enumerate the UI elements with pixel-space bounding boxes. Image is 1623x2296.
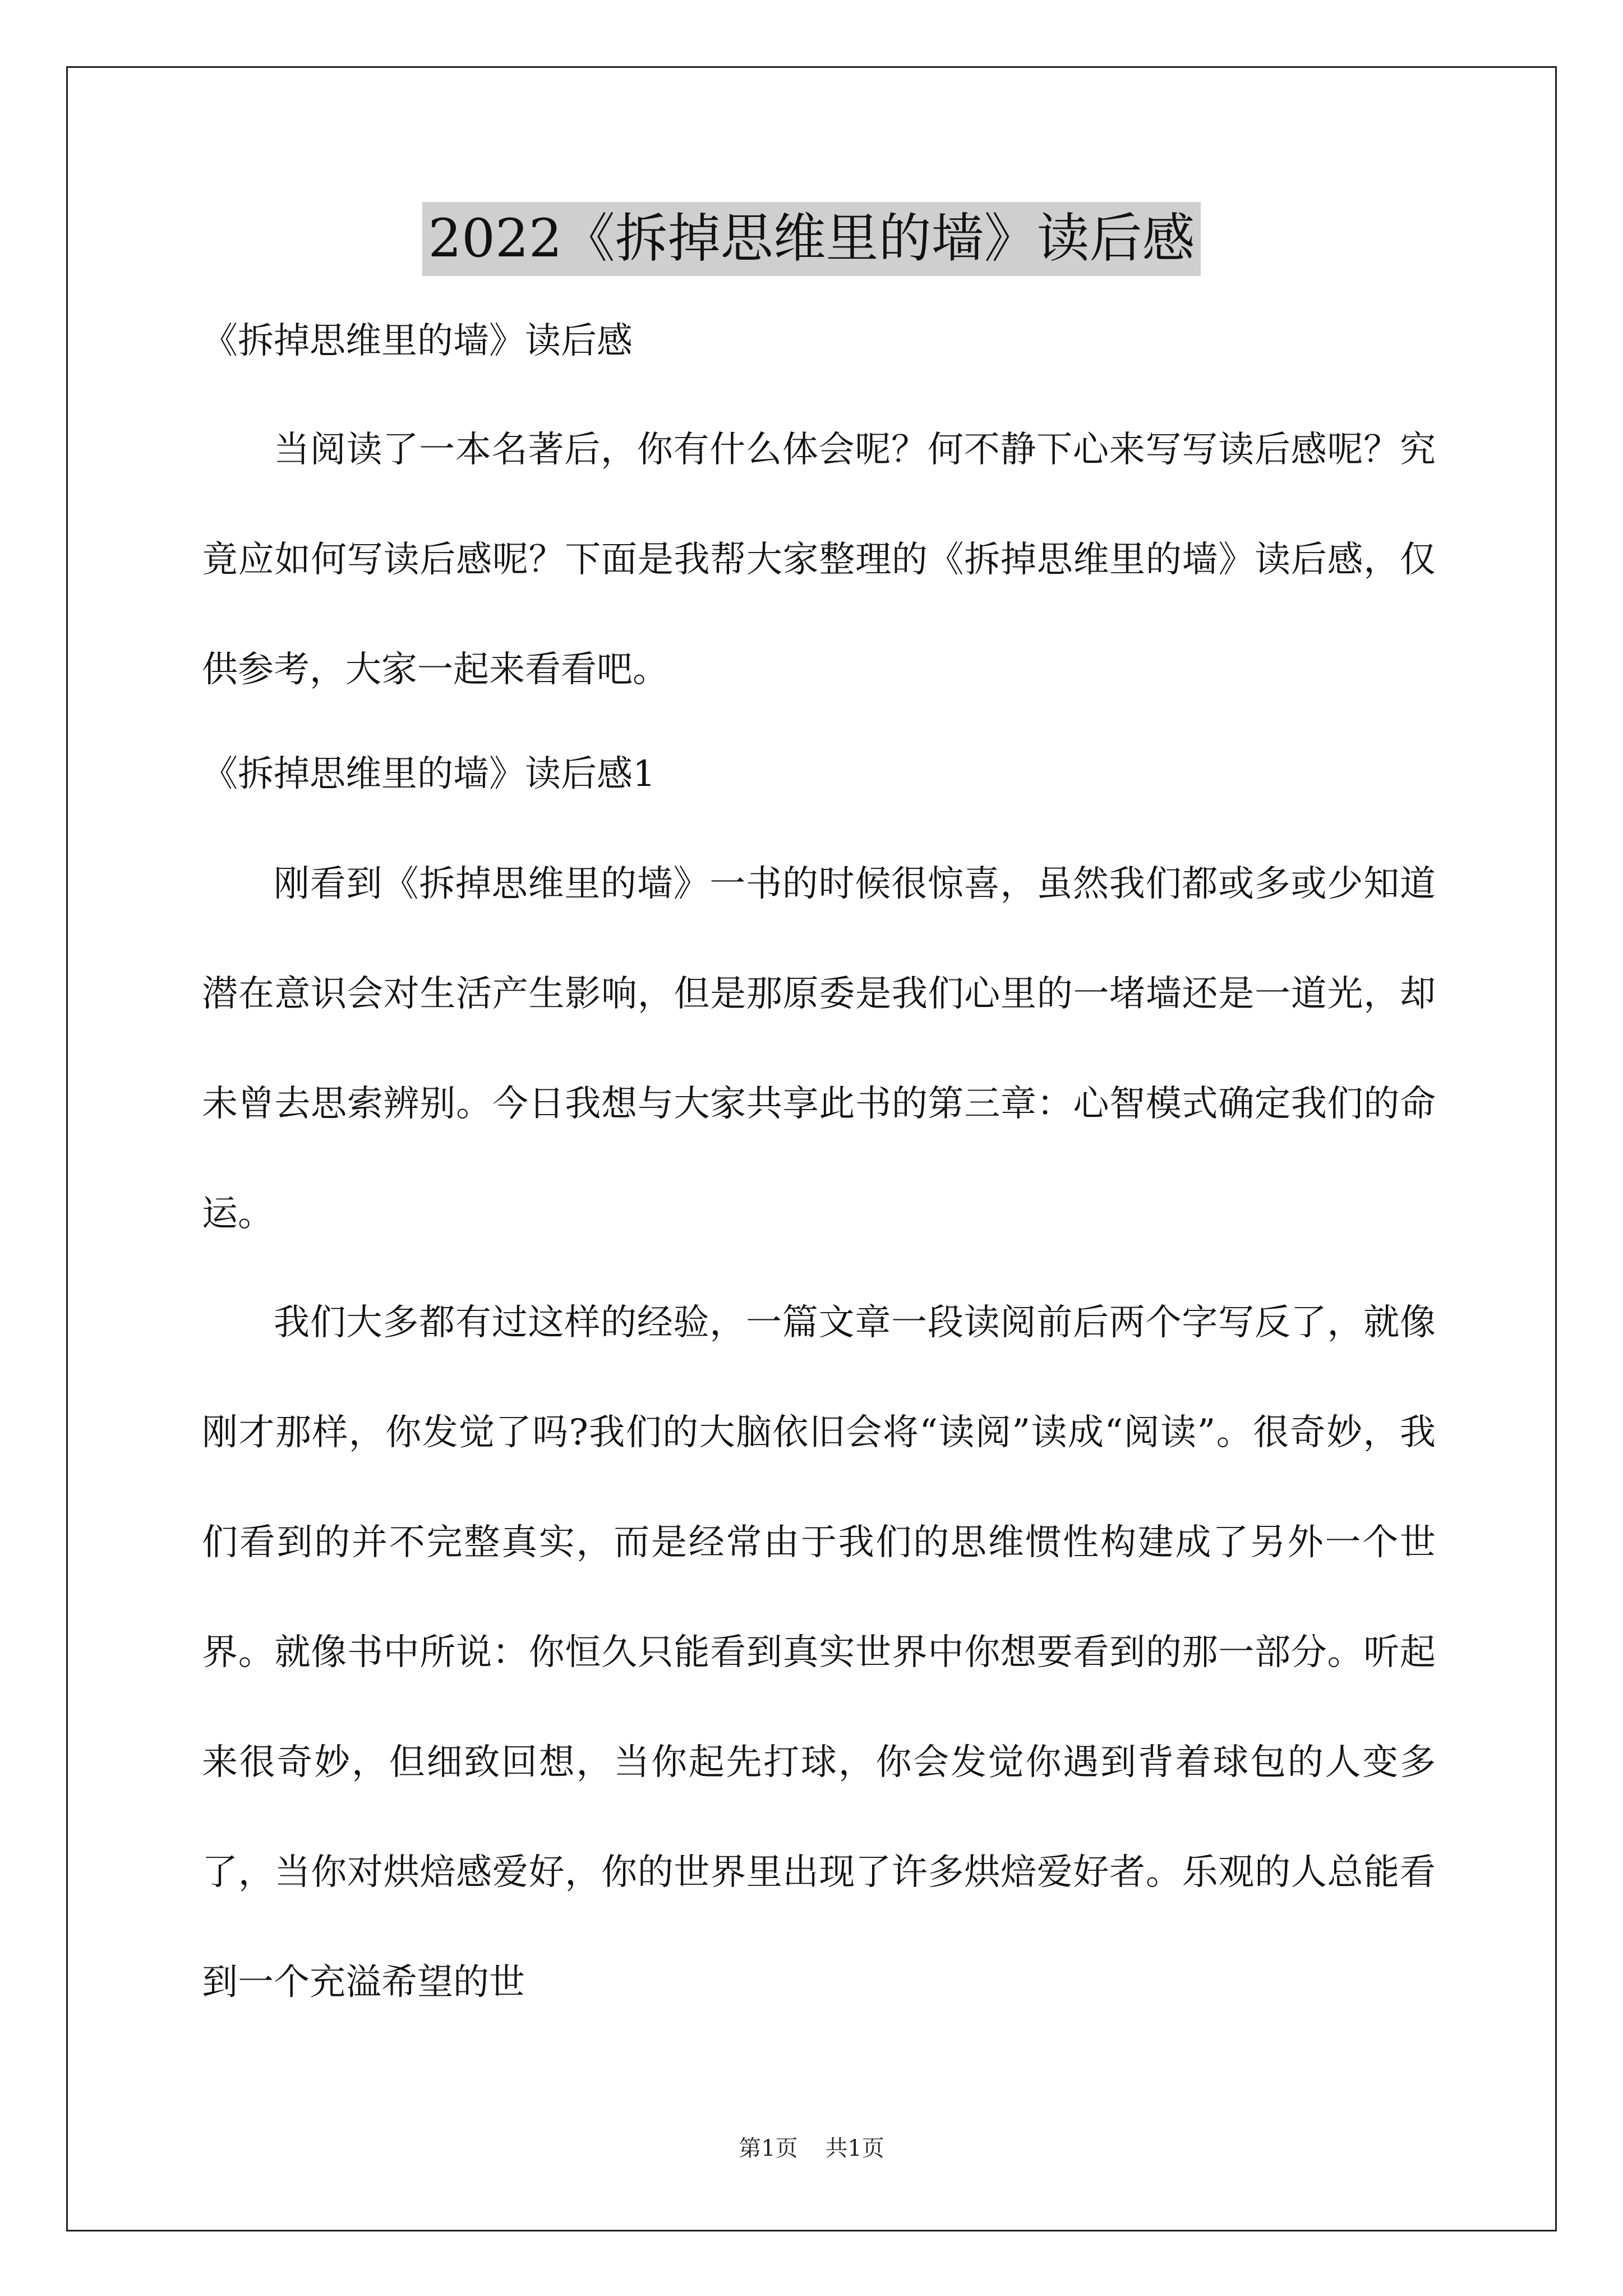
title-container — [0, 202, 1623, 276]
page-number: 第1页 — [739, 2136, 798, 2161]
page-total: 共1页 — [825, 2136, 884, 2161]
section-heading-1: 《拆掉思维里的墙》读后感1 — [202, 753, 656, 795]
section-heading-intro: 《拆掉思维里的墙》读后感 — [202, 320, 633, 362]
document-title: 2022《拆掉思维里的墙》读后感 — [422, 202, 1200, 276]
body-paragraph-2: 我们大多都有过这样的经验，一篇文章一段读阅前后两个字写反了，就像刚才那样，你发觉了吗?我们的大脑依旧会将“读阅”读成“阅读”。很奇妙，我们看到的并不完整真实，而是经常由于我们的思维惯性构建成了另外一个世界。就像书中所说：你恒久只能看到真实世界中你想要看到的那一部分。听起来很奇妙，但细致回想，当你起先打球，你会发觉你遇到背着球包的人变多了，当你对烘焙感爱好，你的世界里出现了许多烘焙爱好者。乐观的人总能看到一个充溢希望的世 — [202, 1302, 1436, 2003]
page-footer — [0, 2132, 1623, 2165]
document-body — [202, 314, 1436, 2036]
body-paragraph-1: 刚看到《拆掉思维里的墙》一书的时候很惊喜，虽然我们都或多或少知道潜在意识会对生活产生影响，但是那原委是我们心里的一堵墙还是一道光，却未曾去思索辨别。今日我想与大家共享此书的第三章：心智模式确定我们的命运。 — [202, 863, 1436, 1235]
intro-paragraph: 当阅读了一本名著后，你有什么体会呢？何不静下心来写写读后感呢？究竟应如何写读后感呢？下面是我帮大家整理的《拆掉思维里的墙》读后感，仅供参考，大家一起来看看吧。 — [202, 429, 1436, 691]
